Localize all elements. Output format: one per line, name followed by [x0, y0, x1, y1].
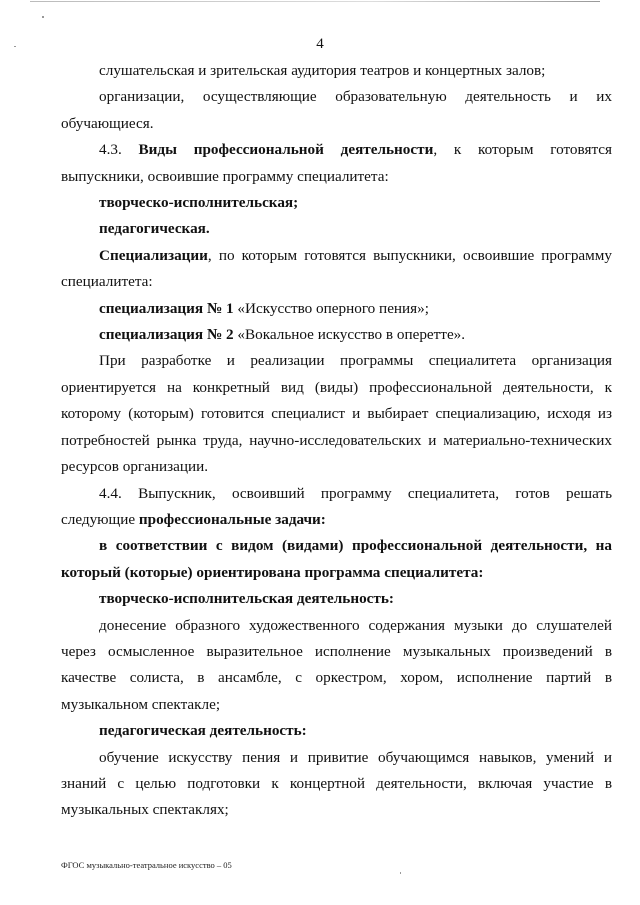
paragraph-p10 — [61, 481, 612, 534]
paragraph-p5 — [61, 216, 612, 242]
text-run: , к которым готовятся выпускники, освоившие программу специалитета: — [61, 141, 612, 185]
scan-speck — [42, 16, 44, 18]
paragraph-p2 — [61, 84, 612, 137]
paragraph-p4 — [61, 190, 612, 216]
paragraph-p14 — [61, 718, 612, 744]
bold-text: специализация № 1 — [99, 299, 234, 317]
paragraph-p3 — [61, 137, 612, 190]
paragraph-p12 — [61, 586, 612, 612]
paragraph-p1 — [61, 58, 612, 84]
text-run: При разработке и реализации программы специалитета организация ориентируется на конкретный вид (виды) профессиональной деятельности, к которому (которым) готовится специалист и выбирает специализацию, исходя из потребностей рынка труда, научно-исследовательских и материально-технических ресурсов организации. — [61, 352, 612, 476]
text-run: 4.3. — [99, 141, 139, 159]
page-number: 4 — [316, 36, 324, 52]
text-run: , по которым готовятся выпускники, освоившие программу специалитета: — [61, 246, 612, 291]
text-run: организации, осуществляющие образовательную деятельность и их обучающиеся. — [61, 88, 612, 132]
paragraph-p9 — [61, 348, 612, 480]
page-footer: ФГОС музыкально-театральное искусство – 05 — [61, 860, 232, 870]
bold-text: профессиональные задачи: — [138, 510, 326, 528]
bold-text: Виды профессиональной деятельности — [138, 141, 434, 159]
document-body — [61, 58, 612, 824]
text-run: 4.4. Выпускник, освоивший программу специалитета, готов решать следующие — [61, 484, 612, 528]
paragraph-p7 — [61, 296, 612, 322]
paragraph-p6 — [61, 243, 612, 296]
paragraph-p15 — [61, 745, 612, 824]
text-run: донесение образного художественного содержания музыки до слушателей через осмысленное выразительное исполнение музыкальных произведений в качестве солиста, в ансамбле, с оркестром, хором, исполнение партий в музыкальном спектакле; — [61, 616, 612, 713]
scan-speck — [400, 872, 401, 874]
bold-text: Специализации — [99, 246, 208, 264]
text-run: «Искусство оперного пения»; — [233, 299, 429, 317]
paragraph-p13 — [61, 613, 612, 719]
text-run: обучение искусству пения и привитие обучающимся навыков, умений и знаний с целью подготовки к концертной деятельности, включая участие в музыкальных спектаклях; — [61, 748, 612, 819]
bold-text: педагогическая деятельность: — [99, 722, 307, 740]
bold-text: творческо-исполнительская; — [99, 194, 299, 212]
scan-top-edge — [30, 1, 600, 2]
text-run: слушательская и зрительская аудитория театров и концертных залов; — [99, 62, 546, 79]
bold-text: педагогическая. — [99, 220, 210, 238]
bold-text: в соответствии с видом (видами) профессиональной деятельности, на который (которые) ориентирована программа специалитета: — [61, 537, 612, 581]
paragraph-p11 — [61, 533, 612, 586]
bold-text: творческо-исполнительская деятельность: — [99, 590, 394, 608]
paragraph-p8 — [61, 322, 612, 348]
text-run: «Вокальное искусство в оперетте». — [233, 326, 466, 344]
bold-text: специализация № 2 — [99, 326, 234, 344]
